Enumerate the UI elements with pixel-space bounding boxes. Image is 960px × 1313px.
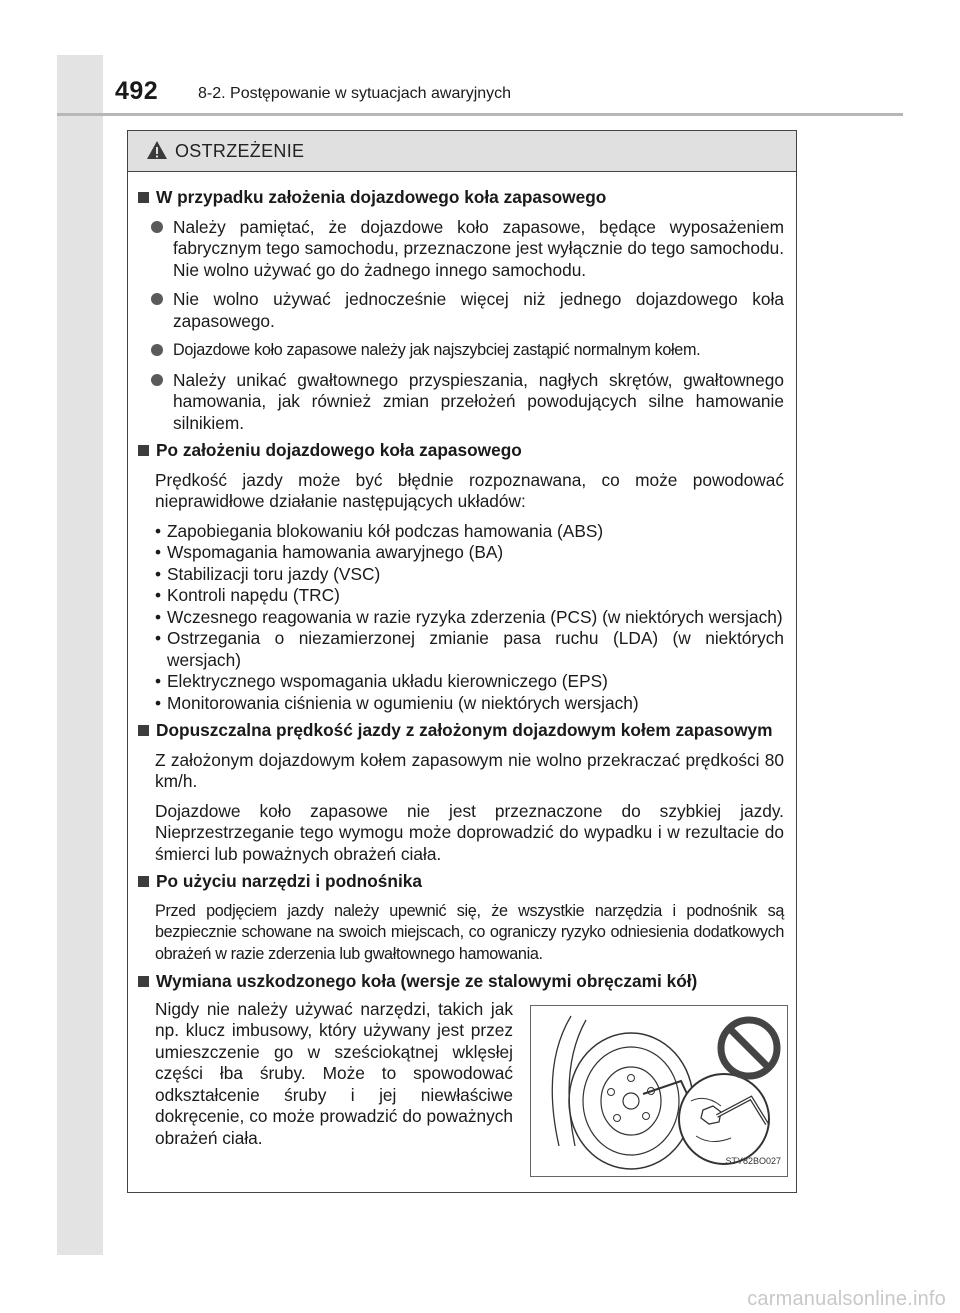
square-bullet-icon [138, 725, 149, 736]
warning-body [128, 173, 796, 1179]
section-heading: Po założeniu dojazdowego koła zapasowego [137, 440, 784, 462]
paragraph: Dojazdowe koło zapasowe nie jest przeznaczone do szybkiej jazdy. Nieprzestrzeganie tego wymogu może doprowadzić do wypadku i w rezultacie do śmierci lub poważnych obrażeń ciała. [155, 800, 784, 864]
warning-title: OSTRZEŻENIE [175, 141, 305, 161]
header-rule [57, 113, 903, 116]
figure-code: STY82BO027 [725, 1156, 781, 1166]
hex-key-prohibited-illustration [530, 1005, 788, 1177]
section-heading: Wymiana uszkodzonego koła (wersje ze stalowymi obręczami kół) [137, 971, 784, 993]
watermark: carmanualsonline.info [747, 1288, 946, 1310]
list-item: • Zapobiegania blokowaniu kół podczas hamowania (ABS) [155, 520, 604, 541]
system-list [137, 521, 784, 715]
paragraph: Prędkość jazdy może być błędnie rozpoznawana, co może powodować nieprawidłowe działanie następujących układów: [155, 469, 784, 511]
section-heading: Dopuszczalna prędkość jazdy z założonym dojazdowym kołem zapasowym [137, 720, 784, 742]
paragraph: Z założonym dojazdowym kołem zapasowym nie wolno przekraczać prędkości 80 km/h. [155, 749, 784, 791]
list-item: • Ostrzegania o niezamierzonej zmianie pasa ruchu (LDA) (w niektórych wersjach) [155, 628, 784, 670]
square-bullet-icon [138, 445, 149, 456]
square-bullet-icon [138, 876, 149, 887]
round-bullet-icon [151, 344, 163, 356]
wheel-bolt-illustration [531, 1006, 786, 1175]
side-tab-band [57, 55, 103, 1255]
round-bullet-icon [151, 221, 163, 233]
page-header [103, 55, 903, 111]
chapter-title: 8-2. Postępowanie w sytuacjach awaryjnych [198, 85, 512, 102]
page-number: 492 [115, 77, 159, 105]
section-heading: W przypadku założenia dojazdowego koła zapasowego [137, 187, 784, 209]
square-bullet-icon [138, 976, 149, 987]
bullet-item: Należy pamiętać, że dojazdowe koło zapasowe, będące wyposażeniem fabrycznym tego samochodu, przeznaczone jest wyłącznie do tego samochodu. Nie wolno używać go do żadnego innego samochodu. [137, 217, 784, 282]
list-item: • Monitorowania ciśnienia w ogumieniu (w niektórych wersjach) [155, 692, 639, 713]
bullet-item: Należy unikać gwałtownego przyspieszania, nagłych skrętów, gwałtownego hamowania, jak również zmian przełożeń powodujących silne hamowanie silnikiem. [137, 370, 784, 435]
warning-header [128, 131, 796, 172]
paragraph: Nigdy nie należy używać narzędzi, takich jak np. klucz imbusowy, który używany jest przez umieszczenie go w sześciokątnej wklęsłej części łba śruby. Może to spowodować odkształcenie śruby i jej niewłaściwe dokręcenie, co może prowadzić do poważnych obrażeń ciała. [155, 998, 513, 1148]
round-bullet-icon [151, 293, 163, 305]
figure-row [137, 999, 784, 1179]
bullet-item: Dojazdowe koło zapasowe należy jak najszybciej zastąpić normalnym kołem. [137, 340, 784, 362]
list-item: • Stabilizacji toru jazdy (VSC) [155, 563, 381, 584]
list-item: • Elektrycznego wspomagania układu kierowniczego (EPS) [155, 671, 608, 691]
warning-triangle-icon [146, 140, 168, 160]
paragraph: Przed podjęciem jazdy należy upewnić się, że wszystkie narzędzia i podnośnik są bezpiecznie schowane na swoich miejscach, co ograniczy ryzyko odniesienia dodatkowych obrażeń w razie zderzenia lub gwałtownego hamowania. [155, 901, 784, 963]
round-bullet-icon [151, 374, 163, 386]
bullet-item: Nie wolno używać jednocześnie więcej niż jednego dojazdowego koła zapasowego. [137, 289, 784, 332]
list-item: • Wczesnego reagowania w razie ryzyka zderzenia (PCS) (w niektórych wersjach) [155, 606, 783, 627]
section-heading: Po użyciu narzędzi i podnośnika [137, 871, 784, 893]
warning-box [127, 130, 797, 1193]
square-bullet-icon [138, 192, 149, 203]
list-item: • Kontroli napędu (TRC) [155, 585, 340, 605]
list-item: • Wspomagania hamowania awaryjnego (BA) [155, 542, 504, 562]
